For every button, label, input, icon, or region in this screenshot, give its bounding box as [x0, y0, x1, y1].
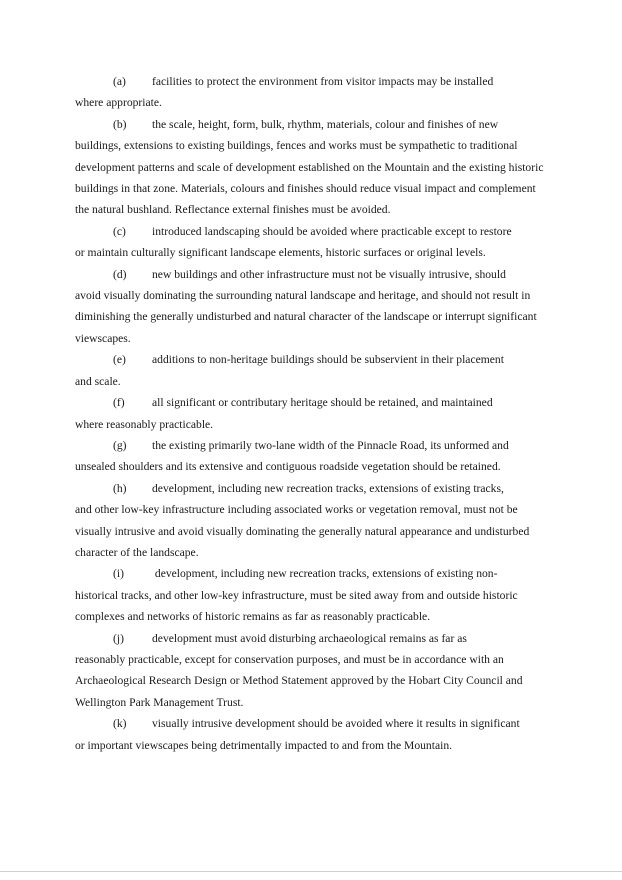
clause-label: (b) — [113, 117, 127, 131]
clause-continuation: and scale. — [75, 374, 121, 388]
clause-first-line: new buildings and other infrastructure must not be visually intrusive, should — [152, 267, 506, 281]
clause-g — [75, 435, 547, 478]
clause-f — [75, 392, 547, 435]
clause-j — [75, 628, 547, 714]
clause-first-line: introduced landscaping should be avoided where practicable except to restore — [152, 224, 512, 238]
clause-label: (e) — [113, 353, 126, 367]
clause-continuation: where appropriate. — [75, 96, 162, 110]
clause-label: (d) — [113, 267, 127, 281]
clause-first-line: all significant or contributary heritage should be retained, and maintained — [152, 396, 493, 410]
clause-first-line: additions to non-heritage buildings should be subservient in their placement — [152, 353, 504, 367]
clause-d — [75, 264, 547, 350]
clause-first-line: visually intrusive development should be avoided where it results in significant — [152, 717, 520, 731]
clause-first-line: development, including new recreation tracks, extensions of existing non- — [152, 567, 498, 581]
clause-continuation: reasonably practicable, except for conservation purposes, and must be in accordance with an Archaeological Research Design or Method Statement approved by the Hobart City Council and Wellington Park Management Trust. — [75, 652, 523, 709]
clause-c — [75, 221, 547, 264]
clause-first-line: development, including new recreation tracks, extensions of existing tracks, — [152, 481, 504, 495]
clause-first-line: the scale, height, form, bulk, rhythm, materials, colour and finishes of new — [152, 117, 499, 131]
clause-label: (j) — [113, 631, 124, 645]
document-body — [75, 71, 547, 756]
clause-first-line: the existing primarily two-lane width of the Pinnacle Road, its unformed and — [152, 438, 509, 452]
clause-continuation: avoid visually dominating the surrounding natural landscape and heritage, and should not result in diminishing the generally undisturbed and natural character of the landscape or interrupt significant viewscapes. — [75, 289, 537, 345]
clause-continuation: or important viewscapes being detrimentally impacted to and from the Mountain. — [75, 738, 453, 752]
clause-first-line: facilities to protect the environment from visitor impacts may be installed — [152, 75, 494, 88]
clause-e — [75, 349, 547, 392]
clause-continuation: historical tracks, and other low-key infrastructure, must be sited away from and outside historic complexes and networks of historic remains as far as reasonably practicable. — [75, 588, 518, 624]
clause-label: (h) — [113, 481, 127, 495]
clause-b — [75, 114, 547, 221]
clause-continuation: and other low-key infrastructure including associated works or vegetation removal, must not be visually intrusive and avoid visually dominating the generally natural appearance and undisturbed character of the landscape. — [75, 503, 530, 559]
clause-i — [75, 563, 547, 627]
clause-continuation: unsealed shoulders and its extensive and contiguous roadside vegetation should be retained. — [75, 460, 501, 474]
clause-label: (i) — [113, 567, 124, 581]
clause-continuation: where reasonably practicable. — [75, 417, 214, 431]
clause-a — [75, 71, 547, 114]
clause-label: (g) — [113, 438, 127, 452]
page-bottom-rule — [0, 871, 622, 872]
clause-first-line: development must avoid disturbing archaeological remains as far as — [152, 631, 467, 645]
clause-continuation: or maintain culturally significant landscape elements, historic surfaces or original levels. — [75, 246, 486, 260]
clause-k — [75, 713, 547, 756]
clause-label: (a) — [113, 75, 126, 88]
clause-label: (k) — [113, 717, 127, 731]
clause-label: (f) — [113, 396, 125, 410]
clause-label: (c) — [113, 224, 126, 238]
clause-continuation: buildings, extensions to existing buildings, fences and works must be sympathetic to traditional development patterns and scale of development established on the Mountain and the existing historic buildings in that zone. Materials, colours and finishes should reduce visual impact and complement the natural bushland. Reflectance external finishes must be avoided. — [75, 139, 544, 217]
clause-h — [75, 478, 547, 564]
